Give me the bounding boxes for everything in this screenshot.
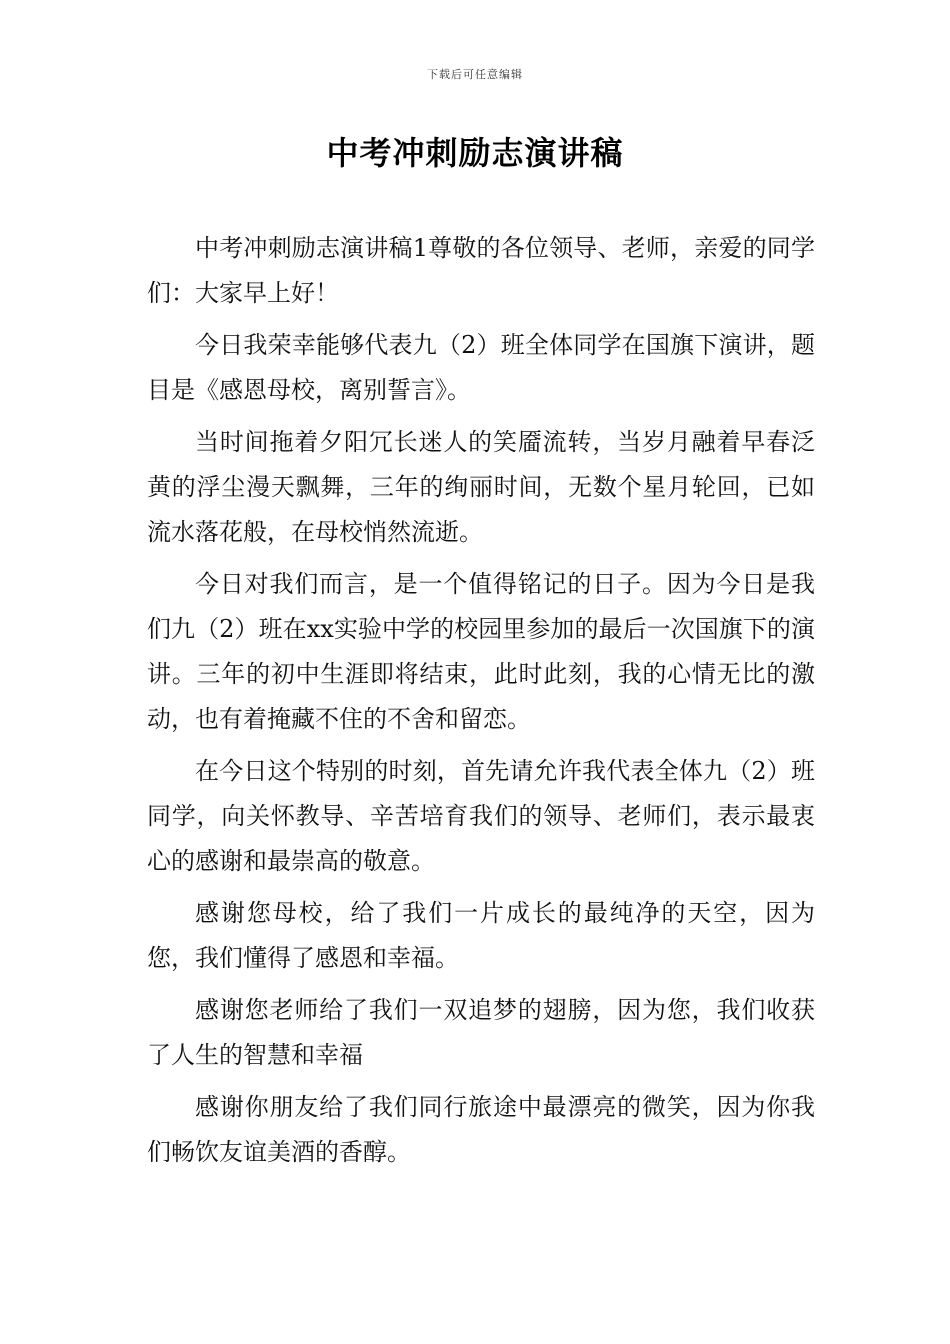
paragraph-1: 中考冲刺励志演讲稿1尊敬的各位领导、老师，亲爱的同学们：大家早上好！	[147, 234, 815, 307]
paragraph-2: 今日我荣幸能够代表九（2）班全体同学在国旗下演讲，题目是《感恩母校，离别誓言》。	[147, 331, 815, 404]
paragraph-7: 感谢您老师给了我们一双追梦的翅膀，因为您，我们收获了人生的智慧和幸福	[147, 996, 815, 1069]
paragraph-8: 感谢你朋友给了我们同行旅途中最漂亮的微笑，因为你我们畅饮友谊美酒的香醇。	[147, 1093, 815, 1166]
paragraph-4: 今日对我们而言，是一个值得铭记的日子。因为今日是我们九（2）班在xx实验中学的校园里参加的最后一次国旗下的演讲。三年的初中生涯即将结束，此时此刻，我的心情无比的激动，也有着掩藏不住的不舍和留恋。	[147, 570, 815, 733]
paragraph-6: 感谢您母校，给了我们一片成长的最纯净的天空，因为您，我们懂得了感恩和幸福。	[147, 899, 815, 972]
paragraph-5: 在今日这个特别的时刻，首先请允许我代表全体九（2）班同学，向关怀教导、辛苦培育我们的领导、老师们，表示最衷心的感谢和最崇高的敬意。	[147, 757, 815, 875]
paragraph-3: 当时间拖着夕阳冗长迷人的笑靥流转，当岁月融着早春泛黄的浮尘漫天飘舞，三年的绚丽时间，无数个星月轮回，已如流水落花般，在母校悄然流逝。	[147, 428, 815, 546]
document-title: 中考冲刺励志演讲稿	[326, 134, 624, 172]
document-body	[147, 226, 815, 1175]
header-note: 下载后可任意编辑	[427, 68, 523, 81]
